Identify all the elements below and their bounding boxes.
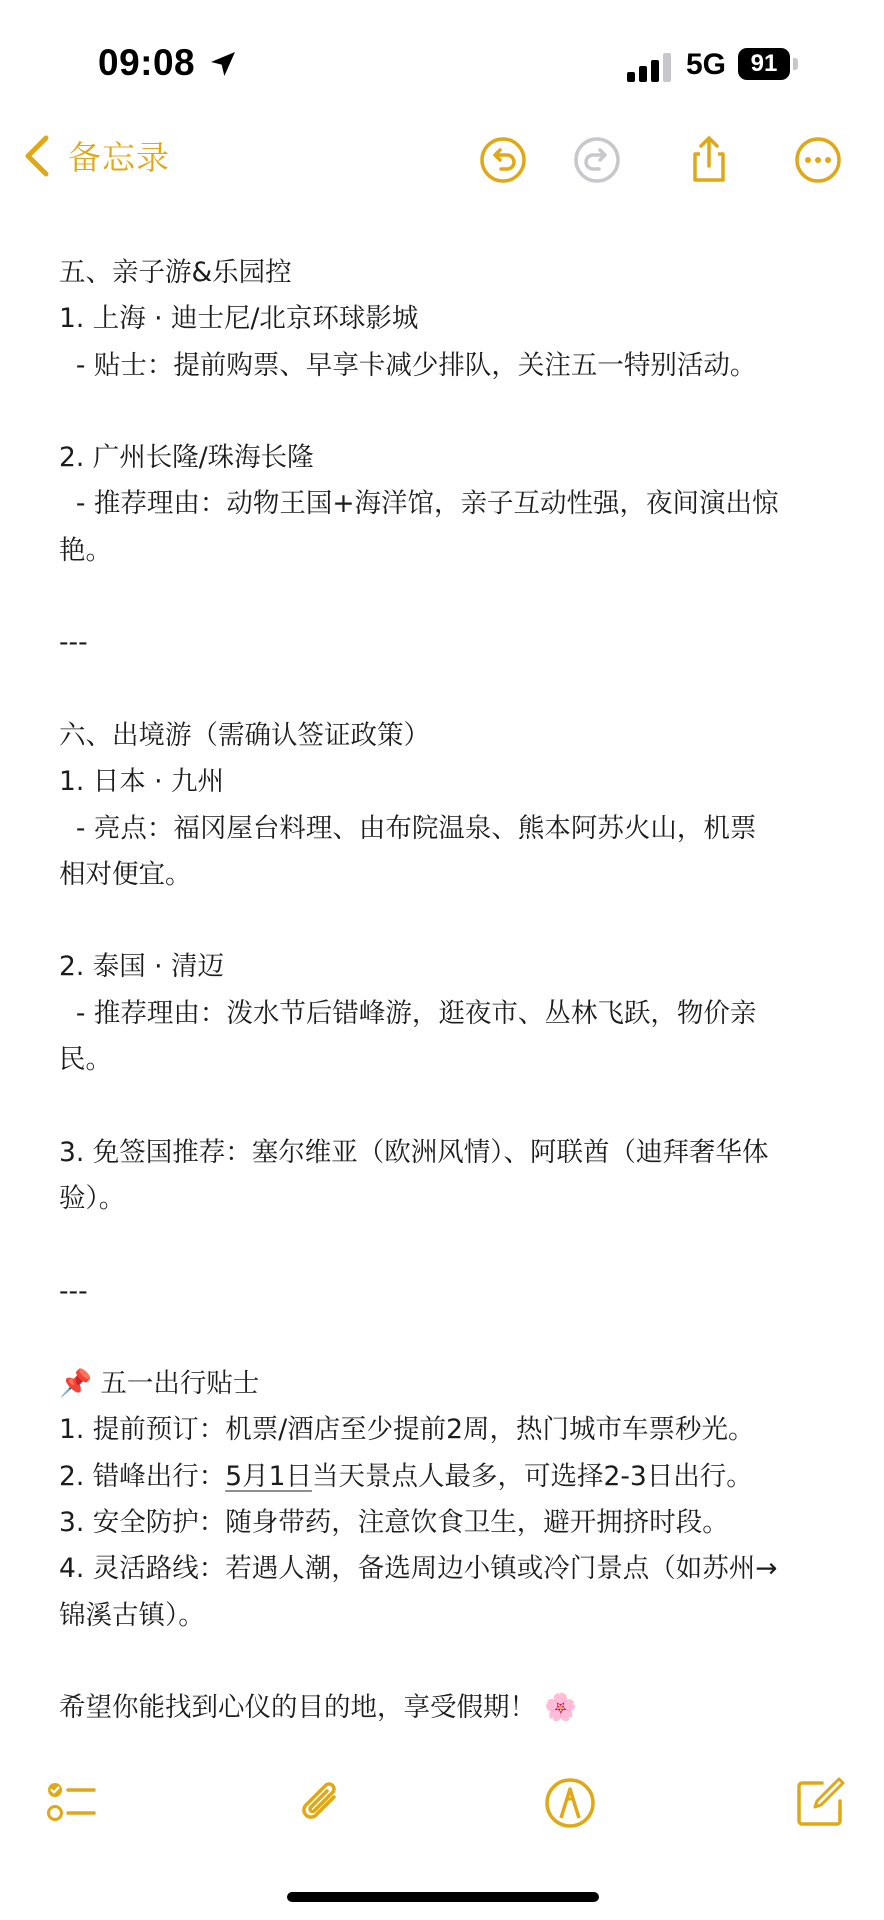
redo-icon[interactable] [573, 136, 621, 184]
note-divider: --- [59, 1275, 88, 1307]
note-line [59, 1454, 849, 1500]
note-line: 📌 五一出行贴士 [59, 1368, 260, 1400]
location-arrow-icon [207, 48, 239, 80]
attachment-icon[interactable] [294, 1775, 350, 1831]
note-line-suffix: 当天景点人最多，可选择2-3日出行。 [311, 1460, 753, 1492]
note-content[interactable] [59, 250, 849, 1732]
note-line: 3. 免签国推荐：塞尔维亚（欧洲风情）、阿联酋（迪拜奢华体 [59, 1136, 769, 1168]
note-line: 1. 提前预订：机票/酒店至少提前2周，热门城市车票秒光。 [59, 1414, 755, 1446]
note-line [59, 1639, 849, 1685]
note-line: 民。 [59, 1044, 112, 1076]
note-line: - 亮点：福冈屋台料理、由布院温泉、熊本阿苏火山，机票 [59, 812, 757, 844]
note-line: 希望你能找到心仪的目的地，享受假期！ 🌸 [59, 1692, 578, 1724]
date-link[interactable]: 5月1日 [225, 1460, 312, 1492]
battery-level: 91 [750, 50, 778, 77]
undo-icon[interactable] [479, 136, 527, 184]
note-line [59, 389, 849, 435]
note-line: 1. 日本 · 九州 [59, 766, 224, 798]
nav-bar [0, 118, 884, 198]
note-line [59, 667, 849, 713]
note-line: - 推荐理由：泼水节后错峰游，逛夜市、丛林飞跃，物价亲 [59, 997, 757, 1029]
note-line: 六、出境游（需确认签证政策） [59, 719, 430, 751]
note-line [59, 1315, 849, 1361]
cellular-signal-icon [627, 52, 673, 82]
back-label: 备忘录 [68, 138, 170, 177]
note-line [59, 1083, 849, 1129]
note-line: 相对便宜。 [59, 858, 192, 890]
note-line: - 推荐理由：动物王国+海洋馆，亲子互动性强，夜间演出惊 [59, 488, 779, 520]
note-line: 五、亲子游&乐园控 [59, 257, 292, 288]
battery-indicator [738, 48, 790, 80]
note-line: 4. 灵活路线：若遇人潮，备选周边小镇或冷门景点（如苏州→ [59, 1553, 778, 1585]
note-line [59, 898, 849, 944]
note-divider: --- [59, 627, 88, 659]
note-line: 艳。 [59, 534, 112, 566]
battery-tip [793, 58, 798, 70]
home-indicator[interactable] [287, 1892, 599, 1902]
status-bar [0, 0, 884, 120]
note-line-prefix: 2. 错峰出行： [59, 1460, 226, 1492]
status-time: 09:08 [98, 42, 196, 83]
network-type: 5G [686, 48, 727, 81]
note-line: 1. 上海 · 迪士尼/北京环球影城 [59, 303, 419, 335]
back-button[interactable] [22, 132, 170, 179]
checklist-icon[interactable] [44, 1775, 100, 1831]
note-line [59, 574, 849, 620]
note-line: 验）。 [59, 1182, 126, 1214]
markup-icon[interactable] [542, 1775, 598, 1831]
more-icon[interactable] [794, 136, 842, 184]
share-icon[interactable] [685, 136, 733, 184]
note-line: 锦溪古镇）。 [59, 1599, 205, 1631]
compose-icon[interactable] [792, 1775, 848, 1831]
note-line: 3. 安全防护：随身带药，注意饮食卫生，避开拥挤时段。 [59, 1507, 729, 1539]
note-line: - 贴士：提前购票、早享卡减少排队，关注五一特别活动。 [59, 349, 757, 381]
note-line: 2. 广州长隆/珠海长隆 [59, 442, 314, 474]
chevron-left-icon [22, 134, 52, 178]
note-line [59, 1222, 849, 1268]
bottom-toolbar [0, 1775, 884, 1845]
note-line: 2. 泰国 · 清迈 [59, 951, 224, 983]
